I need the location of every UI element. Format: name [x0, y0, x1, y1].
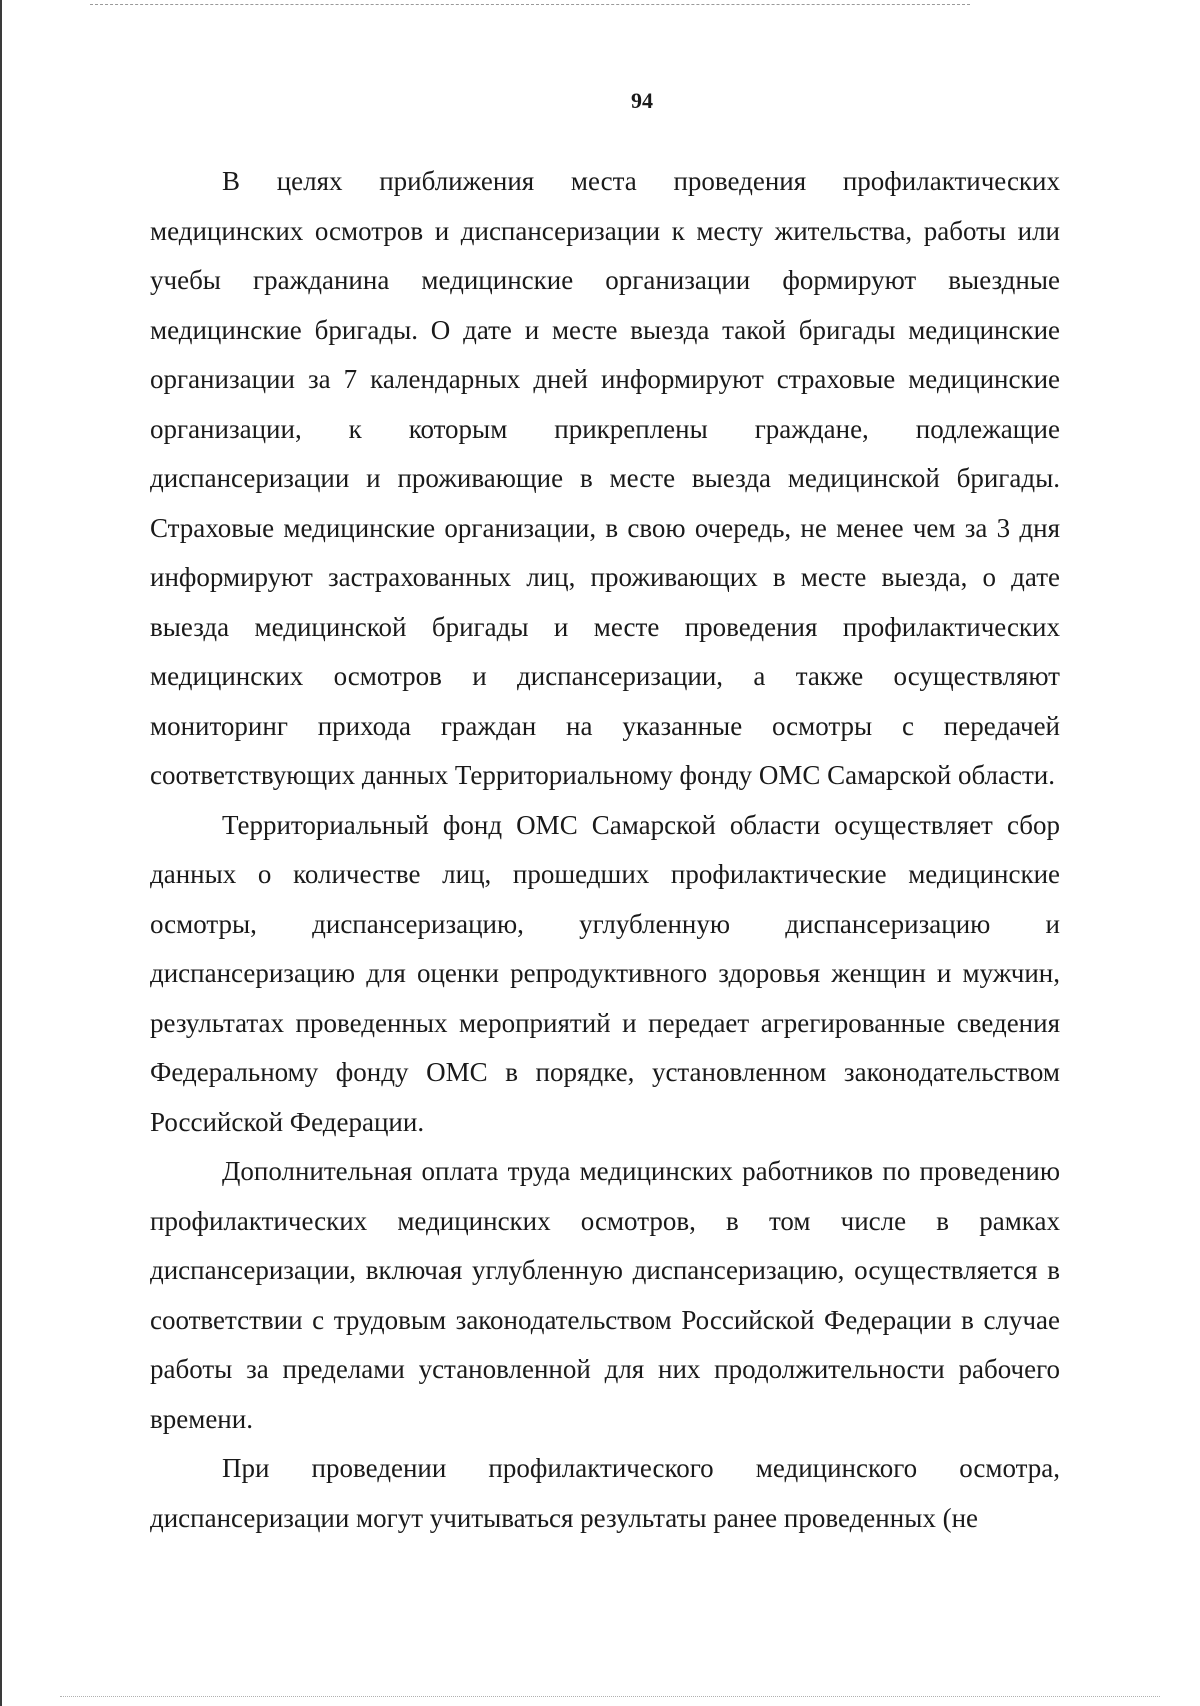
scan-edge-top: [90, 4, 970, 5]
paragraph-data-collection: Территориальный фонд ОМС Самарской области осуществляет сбор данных о количестве лиц, прошедших профилактические медицинские осмотры, диспансеризацию, углубленную диспансеризацию и диспансеризацию для оценки репродуктивного здоровья женщин и мужчин, результатах проведенных мероприятий и передает агрегированные сведения Федеральному фонду ОМС в порядке, установленном законодательством Российской Федерации.: [150, 809, 1060, 1137]
paragraph-mobile-brigades: В целях приближения места проведения профилактических медицинских осмотров и диспансеризации к месту жительства, работы или учебы гражданина медицинские организации формируют выездные медицинские бригады. О дате и месте выезда такой бригады медицинские организации за 7 календарных дней информируют страховые медицинские организации, к которым прикреплены граждане, подлежащие диспансеризации и проживающие в месте выезда медицинской бригады. Страховые медицинские организации, в свою очередь, не менее чем за 3 дня информируют застрахованных лиц, проживающих в месте выезда, о дате выезда медицинской бригады и месте проведения профилактических медицинских осмотров и диспансеризации, а также осуществляют мониторинг прихода граждан на указанные осмотры с передачей соответствующих данных Территориальному фонду ОМС Самарской области.: [150, 166, 1060, 790]
page-number: 94: [631, 88, 653, 113]
paragraph-additional-payment: Дополнительная оплата труда медицинских работников по проведению профилактических медицинских осмотров, в том числе в рамках диспансеризации, включая углубленную диспансеризацию, осуществляется в соответствии с трудовым законодательством Российской Федерации в случае работы за пределами установленной для них продолжительности рабочего времени.: [150, 1156, 1060, 1434]
document-body: [150, 157, 1060, 1543]
paragraph-previous-results: При проведении профилактического медицинского осмотра, диспансеризации могут учитываться результаты ранее проведенных (не: [150, 1453, 1060, 1533]
scan-edge-bottom: [60, 1696, 1160, 1697]
